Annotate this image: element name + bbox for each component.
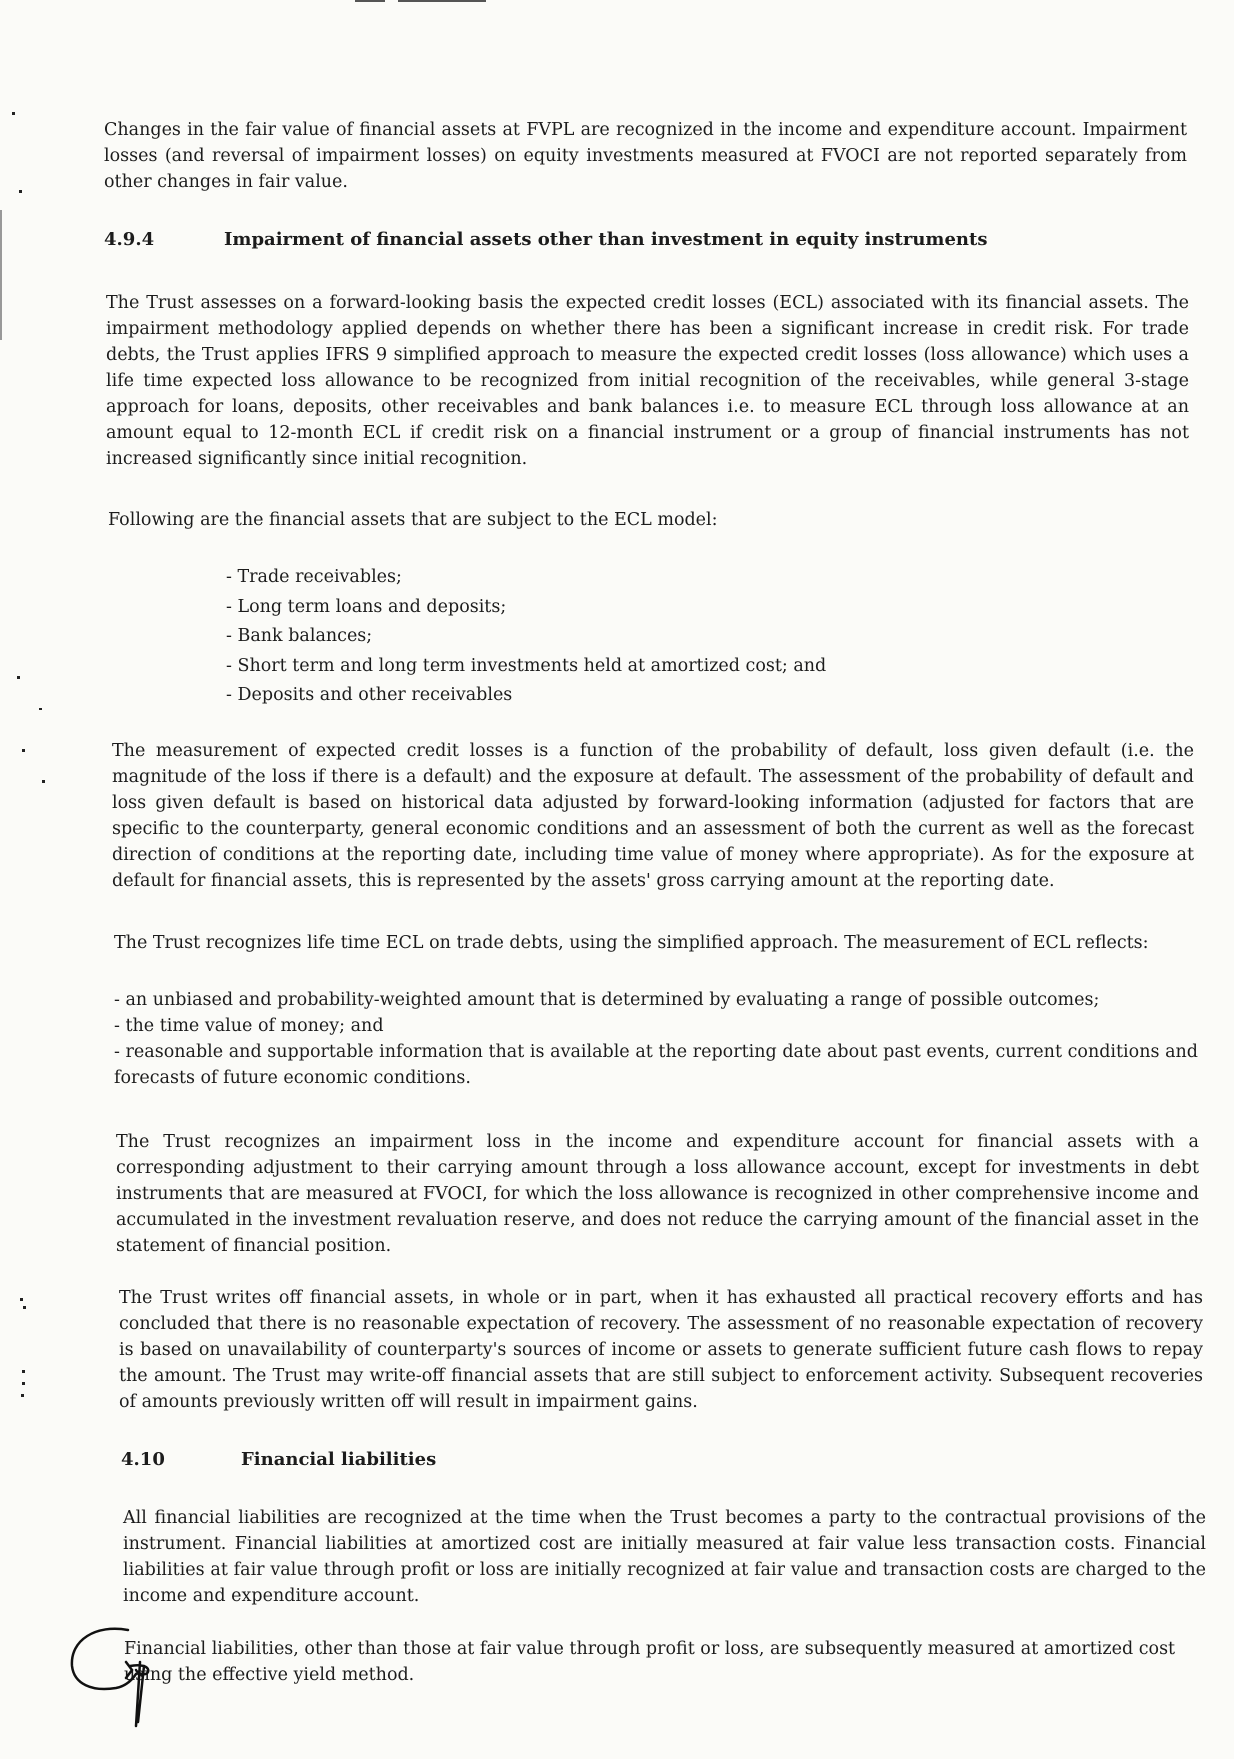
- scan-speck: [23, 1306, 26, 1309]
- list-item: - reasonable and supportable information that is available at the reporting date about past events, current conditions and forecasts of future economic conditions.: [114, 1042, 1198, 1088]
- scan-speck: [21, 1394, 24, 1397]
- section-title: Impairment of financial assets other than investment in equity instruments: [224, 229, 988, 250]
- list-item: - Trade receivables;: [226, 567, 402, 587]
- paragraph-financial-liabilities: All financial liabilities are recognized at the time when the Trust becomes a party to the contractual provisions of the instrument. Financial liabilities at amortized cost are initially measured at fair value less transaction costs. Financial liabilities at fair value through profit or loss are initially recognized at fair value and transaction costs are charged to the income and expenditure account.: [123, 1508, 1206, 1606]
- paragraph-subsequent-measurement: Financial liabilities, other than those at fair value through profit or loss, are subsequently measured at amortized cost using the effective yield method.: [124, 1639, 1176, 1685]
- list-item: - Long term loans and deposits;: [226, 596, 507, 617]
- section-heading-4-9-4: [104, 229, 1204, 250]
- scan-speck: [42, 780, 45, 783]
- ecl-factor-list: [114, 987, 1198, 1091]
- scan-speck: [20, 1298, 23, 1301]
- initials-signature: [66, 1626, 176, 1736]
- list-item: - the time value of money; and: [114, 1016, 384, 1036]
- list-item: - an unbiased and probability-weighted amount that is determined by evaluating a range of possible outcomes;: [114, 990, 1100, 1010]
- section-heading-4-10: [121, 1449, 1201, 1470]
- section-number: 4.9.4: [104, 229, 155, 250]
- list-item: - Bank balances;: [226, 626, 373, 646]
- scan-speck: [22, 749, 25, 752]
- scan-top-line: [398, 0, 486, 2]
- list-item: - Short term and long term investments held at amortized cost; and: [226, 655, 827, 676]
- paragraph-fvpl-changes: Changes in the fair value of financial assets at FVPL are recognized in the income and expenditure account. Impairment losses (and reversal of impairment losses) on equity investments measured at FVOCI are not reported separately from other changes in fair value.: [104, 120, 1187, 192]
- paragraph-ecl-assessment: The Trust assesses on a forward-looking basis the expected credit losses (ECL) associated with its financial assets. The impairment methodology applied depends on whether there has been a significant increase in credit risk. For trade debts, the Trust applies IFRS 9 simplified approach to measure the expected credit losses (loss allowance) which uses a life time expected loss allowance to be recognized from initial recognition of the receivables, while general 3-stage approach for loans, deposits, other receivables and bank balances i.e. to measure ECL through loss allowance at an amount equal to 12-month ECL if credit risk on a financial instrument or a group of financial instruments has not increased significantly since initial recognition.: [106, 293, 1189, 469]
- paragraph-ecl-intro: Following are the financial assets that are subject to the ECL model:: [108, 510, 718, 530]
- scan-speck: [12, 112, 15, 115]
- scan-left-edge: [0, 210, 2, 340]
- scan-speck: [22, 1370, 25, 1373]
- paragraph-impairment-loss: The Trust recognizes an impairment loss in the income and expenditure account for financial assets with a corresponding adjustment to their carrying amount through a loss allowance account, except for investments in debt instruments that are measured at FVOCI, for which the loss allowance is recognized in other comprehensive income and accumulated in the investment revaluation reserve, and does not reduce the carrying amount of the financial asset in the statement of financial position.: [116, 1132, 1199, 1256]
- scan-speck: [39, 708, 42, 710]
- scan-speck: [22, 1382, 25, 1385]
- paragraph-lifetime-ecl: The Trust recognizes life time ECL on trade debts, using the simplified approach. The measurement of ECL reflects:: [114, 933, 1149, 953]
- section-title: Financial liabilities: [241, 1449, 437, 1470]
- section-number: 4.10: [121, 1449, 165, 1470]
- list-item: - Deposits and other receivables: [226, 685, 513, 705]
- ecl-asset-list: [226, 563, 1126, 711]
- scan-top-line: [355, 0, 385, 2]
- scan-speck: [17, 676, 20, 679]
- scan-speck: [19, 190, 22, 193]
- paragraph-write-off: The Trust writes off financial assets, in whole or in part, when it has exhausted all practical recovery efforts and has concluded that there is no reasonable expectation of recovery. The assessment of no reasonable expectation of recovery is based on unavailability of counterparty's sources of income or assets to generate sufficient future cash flows to repay the amount. The Trust may write-off financial assets that are still subject to enforcement activity. Subsequent recoveries of amounts previously written off will result in impairment gains.: [119, 1288, 1203, 1412]
- paragraph-ecl-measurement: The measurement of expected credit losses is a function of the probability of default, loss given default (i.e. the magnitude of the loss if there is a default) and the exposure at default. The assessment of the probability of default and loss given default is based on historical data adjusted by forward-looking information (adjusted for factors that are specific to the counterparty, general economic conditions and an assessment of both the current as well as the forecast direction of conditions at the reporting date, including time value of money where appropriate). As for the exposure at default for financial assets, this is represented by the assets' gross carrying amount at the reporting date.: [112, 741, 1194, 891]
